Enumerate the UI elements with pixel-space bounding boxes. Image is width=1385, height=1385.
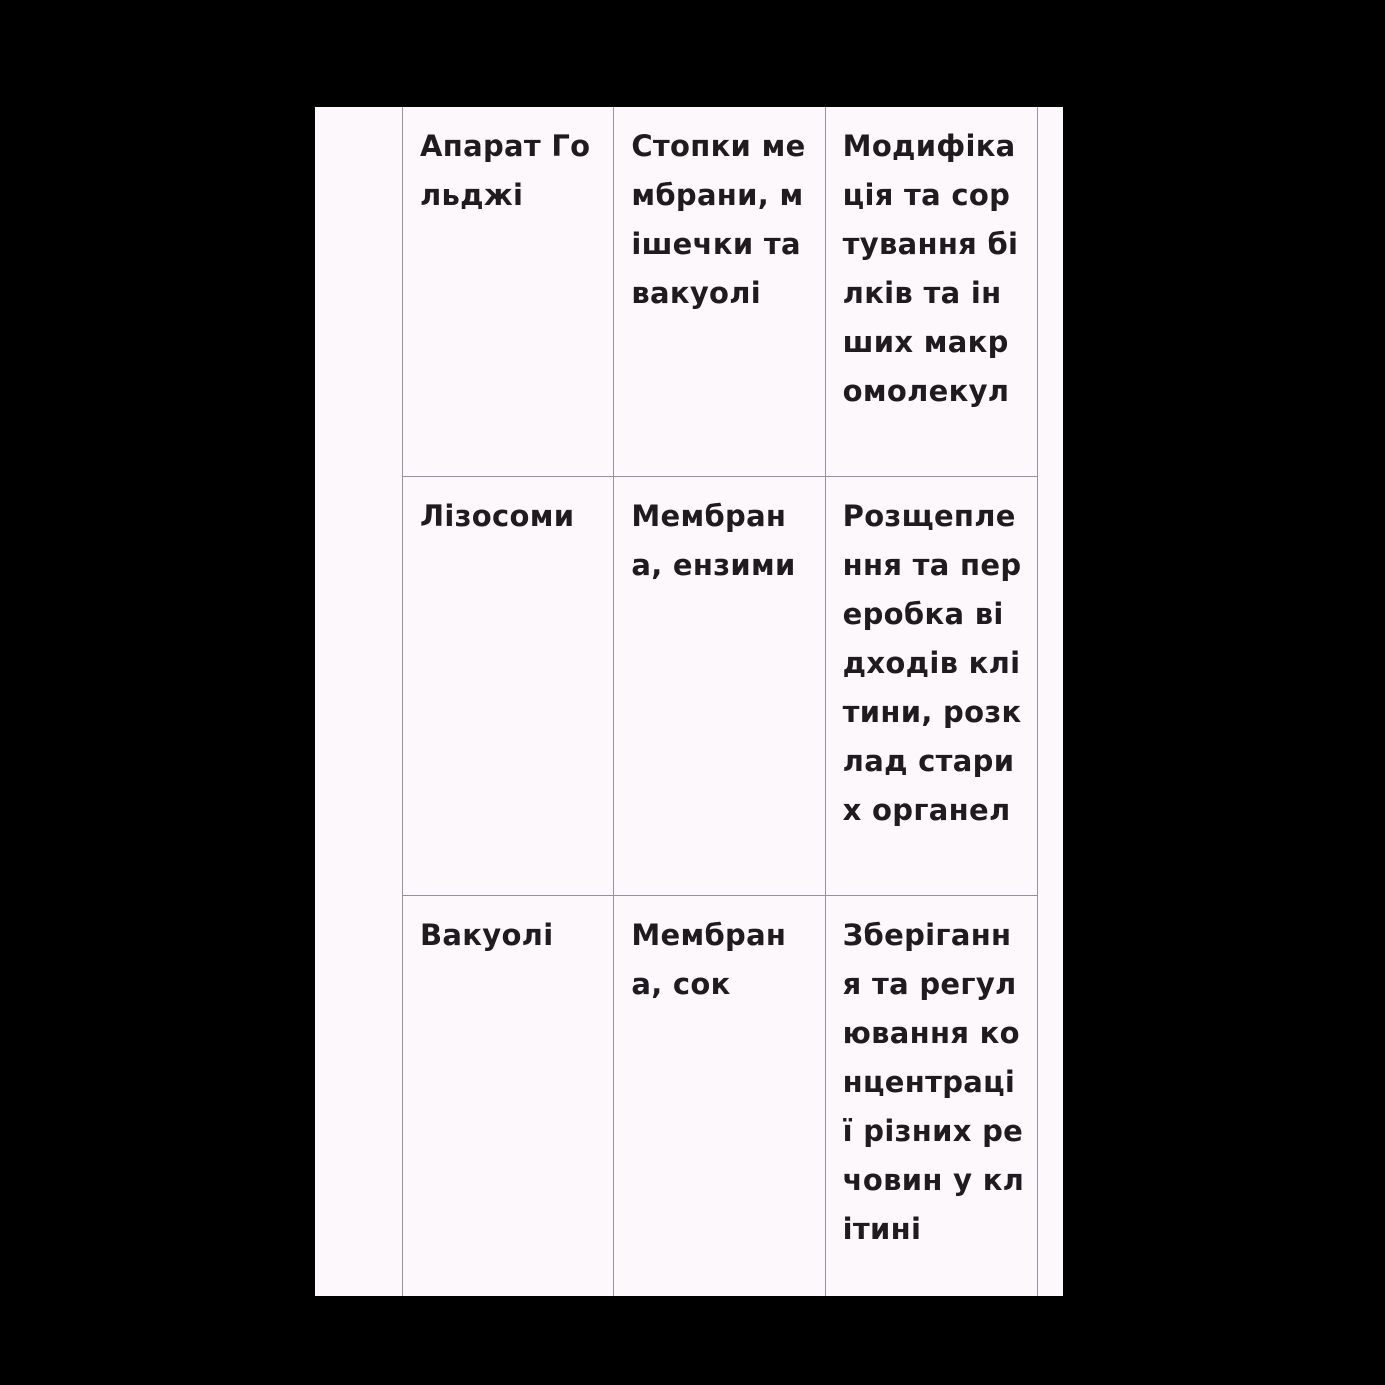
- function-cell: Розщеплення та переробка відходів клітини, розклад старих органел: [825, 477, 1037, 896]
- document-page: [315, 107, 1063, 1296]
- organelle-cell: Апарат Гольджі: [403, 107, 614, 477]
- table-row: [403, 477, 1038, 896]
- organelles-table: [402, 107, 1038, 1296]
- function-cell: Зберігання та регулювання концентрації різних речовин у клітині: [825, 896, 1037, 1297]
- function-cell: Модифікація та сортування білків та інших макромолекул: [825, 107, 1037, 477]
- structure-cell: Мембрана, ензими: [614, 477, 825, 896]
- organelle-cell: Вакуолі: [403, 896, 614, 1297]
- table-row: [403, 896, 1038, 1297]
- structure-cell: Стопки мембрани, мішечки та вакуолі: [614, 107, 825, 477]
- structure-cell: Мембрана, сок: [614, 896, 825, 1297]
- organelle-cell: Лізосоми: [403, 477, 614, 896]
- table-row: [403, 107, 1038, 477]
